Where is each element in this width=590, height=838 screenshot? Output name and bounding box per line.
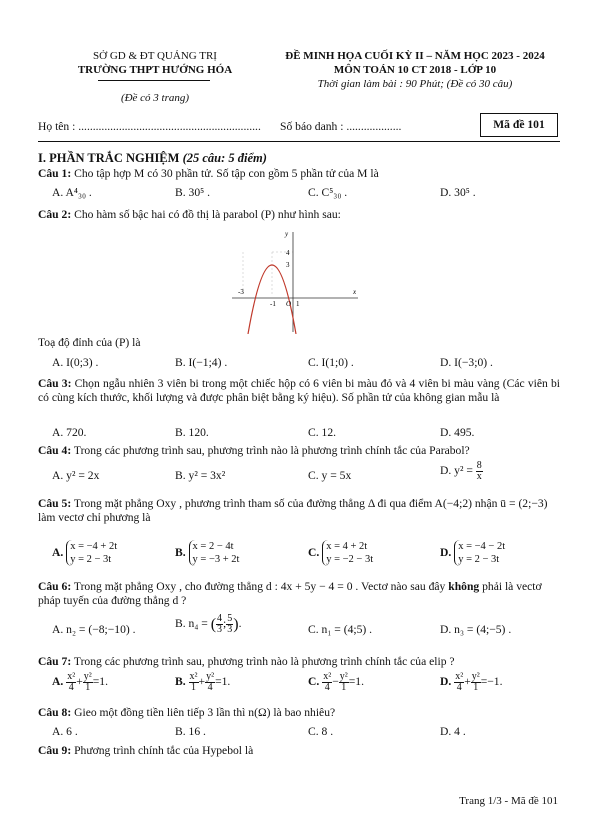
dept-name: SỞ GD & ĐT QUẢNG TRỊ xyxy=(93,50,217,62)
page-footer: Trang 1/3 - Mã đề 101 xyxy=(459,795,558,807)
q6-b-prefix: B. n₄ = xyxy=(175,617,208,631)
q5-label: Câu 5: xyxy=(38,497,72,510)
q4-label: Câu 4: xyxy=(38,444,72,457)
q7-option-b[interactable]: B. $\frac{\text{x²}}{1}$ + $\frac{\text{y²}}{4}$ =1. xyxy=(175,671,231,693)
q5-b-system: x = 2 − 4t y = −3 + 2t xyxy=(189,540,240,566)
school-name: TRƯỜNG THPT HƯỚNG HÓA xyxy=(77,64,233,76)
q5-c-system: x = 4 + 2t y = −2 − 3t xyxy=(322,540,373,566)
q7-option-d[interactable]: D. $\frac{\text{x²}}{4}$ + $\frac{\text{y²}}{1}$ =−1. xyxy=(440,671,503,693)
q7-label: Câu 7: xyxy=(38,655,72,668)
q4-d-num: 8 xyxy=(476,460,482,471)
question-9 xyxy=(38,744,560,758)
q4-option-d[interactable] xyxy=(440,461,483,482)
q4-d-fraction xyxy=(476,461,483,482)
tick-neg1: -1 xyxy=(270,300,276,308)
question-3 xyxy=(38,377,560,405)
q6-option-c[interactable]: C. n₁ = (4;5) . xyxy=(308,623,373,636)
q1-option-b[interactable]: B. 30⁵ . xyxy=(175,186,210,199)
question-2 xyxy=(38,208,560,222)
id-field: Số báo danh : ................... xyxy=(280,120,402,133)
q3-option-c[interactable]: C. 12. xyxy=(308,426,337,439)
q2-option-c[interactable]: C. I(1;0) . xyxy=(308,356,354,369)
name-field: Họ tên : ............................................................... xyxy=(38,120,261,133)
question-5 xyxy=(38,497,560,525)
q3-option-b[interactable]: B. 120. xyxy=(175,426,209,439)
q5-option-b[interactable]: B. x = 2 − 4t y = −3 + 2t xyxy=(175,541,240,566)
q7-option-a[interactable]: A. $\frac{\text{x²}}{4}$ + $\frac{\text{y²}}{1}$ =1. xyxy=(52,671,108,693)
q9-label: Câu 9: xyxy=(38,744,72,757)
question-8 xyxy=(38,706,560,720)
q8-option-a[interactable]: A. 6 . xyxy=(52,725,78,738)
y-axis-label: y xyxy=(285,230,289,238)
q2-option-a[interactable]: A. I(0;3) . xyxy=(52,356,99,369)
q8-text: Gieo một đồng tiền liên tiếp 3 lần thì n(Ω) là bao nhiêu? xyxy=(74,706,336,719)
header-divider xyxy=(98,80,210,81)
q6-text: Trong mặt phẳng Oxy , cho đường thẳng d : 4x + 5y − 4 = 0 . Vectơ nào sau đây xyxy=(73,580,446,593)
question-4 xyxy=(38,444,560,458)
tick-3: 3 xyxy=(286,261,290,269)
section-title: I. PHẦN TRẮC NGHIỆM xyxy=(38,151,180,165)
q5-option-a[interactable]: A. x = −4 + 2t y = 2 − 3t xyxy=(52,541,118,566)
q1-option-a[interactable]: A. A⁴₃₀ . xyxy=(52,186,92,199)
q4-option-b[interactable]: B. y² = 3x² xyxy=(175,469,226,482)
question-1 xyxy=(38,167,560,181)
q4-d-den: x xyxy=(476,471,482,482)
q2-label: Câu 2: xyxy=(38,208,72,221)
q1-label: Câu 1: xyxy=(38,167,72,180)
q2-text: Cho hàm số bậc hai có đồ thị là parabol (P) như hình sau: xyxy=(74,208,341,221)
q6-bold-word: không xyxy=(448,580,480,593)
q8-label: Câu 8: xyxy=(38,706,72,719)
q2-followup: Toạ độ đỉnh của (P) là xyxy=(38,336,141,349)
exam-code-box: Mã đề 101 xyxy=(480,113,558,137)
q1-option-d[interactable]: D. 30⁵ . xyxy=(440,186,476,199)
q9-text: Phương trình chính tắc của Hypebol là xyxy=(74,744,254,757)
tick-neg3: -3 xyxy=(238,288,244,296)
q3-label: Câu 3: xyxy=(38,377,72,390)
tick-4: 4 xyxy=(286,249,290,257)
q4-text: Trong các phương trình sau, phương trình nào là phương trình chính tắc của Parabol? xyxy=(73,444,470,457)
q8-option-b[interactable]: B. 16 . xyxy=(175,725,206,738)
pages-note: (Đề có 3 trang) xyxy=(120,92,190,104)
origin-label: O xyxy=(286,300,292,308)
time-note: Thời gian làm bài : 90 Phút; (Đề có 30 câu) xyxy=(317,78,513,90)
x-axis-label: x xyxy=(353,288,357,296)
q6-label: Câu 6: xyxy=(38,580,72,593)
parabol-graph xyxy=(226,226,362,334)
q1-option-c[interactable]: C. C⁵₃₀ . xyxy=(308,186,348,199)
q4-d-prefix: D. y² = xyxy=(440,464,473,478)
q4-option-a[interactable]: A. y² = 2x xyxy=(52,469,100,482)
q8-option-d[interactable]: D. 4 . xyxy=(440,725,466,738)
q6-option-d[interactable]: D. n₃ = (4;−5) . xyxy=(440,623,512,636)
q5-a-system: x = −4 + 2t y = 2 − 3t xyxy=(66,540,117,566)
q4-option-c[interactable]: C. y = 5x xyxy=(308,469,352,482)
exam-title: ĐỀ MINH HỌA CUỐI KỲ II – NĂM HỌC 2023 - 2024 xyxy=(285,50,545,62)
header-rule xyxy=(38,141,560,142)
subject-line: MÔN TOÁN 10 CT 2018 - LỚP 10 xyxy=(333,64,497,76)
q2-option-d[interactable]: D. I(−3;0) . xyxy=(440,356,493,369)
question-7 xyxy=(38,655,560,669)
question-6 xyxy=(38,580,560,608)
tick-1: 1 xyxy=(296,300,300,308)
q6-option-a[interactable]: A. n₂ = (−8;−10) . xyxy=(52,623,136,636)
q6-option-b[interactable]: B. n₄ = ( $\frac{4}{3}$ ; $\frac{5}{3}$ ). xyxy=(175,613,242,635)
q3-option-a[interactable]: A. 720. xyxy=(52,426,87,439)
q1-text: Cho tập hợp M có 30 phần tử. Số tập con gồm 5 phần tử của M là xyxy=(74,167,379,180)
q7-text: Trong các phương trình sau, phương trình nào là phương trình chính tắc của elip ? xyxy=(73,655,455,668)
q6-text2: phải là vectơ pháp tuyến của đường thẳng d ? xyxy=(38,580,542,607)
q5-option-c[interactable]: C. x = 4 + 2t y = −2 − 3t xyxy=(308,541,374,566)
q5-text: Trong mặt phẳng Oxy , phương trình tham số của đường thẳng Δ đi qua điểm A(−4;2) nhận ū = (2;−3) làm vectơ chỉ phương là xyxy=(38,497,548,524)
section-subtitle: (25 câu: 5 điểm) xyxy=(182,151,267,165)
q3-option-d[interactable]: D. 495. xyxy=(440,426,475,439)
q3-text: Chọn ngẫu nhiên 3 viên bi trong một chiếc hộp có 6 viên bi màu đỏ và 4 viên bi màu vàng (Các viên bi có cùng kích thước, khối lượng và được phân biệt bằng ký hiệu). Số phần tử của không gian mẫu là xyxy=(38,377,560,404)
q8-option-c[interactable]: C. 8 . xyxy=(308,725,334,738)
q7-option-c[interactable]: C. $\frac{\text{x²}}{4}$ − $\frac{\text{y²}}{1}$ =1. xyxy=(308,671,364,693)
q2-option-b[interactable]: B. I(−1;4) . xyxy=(175,356,228,369)
q5-option-d[interactable]: D. x = −4 − 2t y = 2 − 3t xyxy=(440,541,506,566)
q5-d-system: x = −4 − 2t y = 2 − 3t xyxy=(454,540,505,566)
section-heading xyxy=(38,151,267,166)
